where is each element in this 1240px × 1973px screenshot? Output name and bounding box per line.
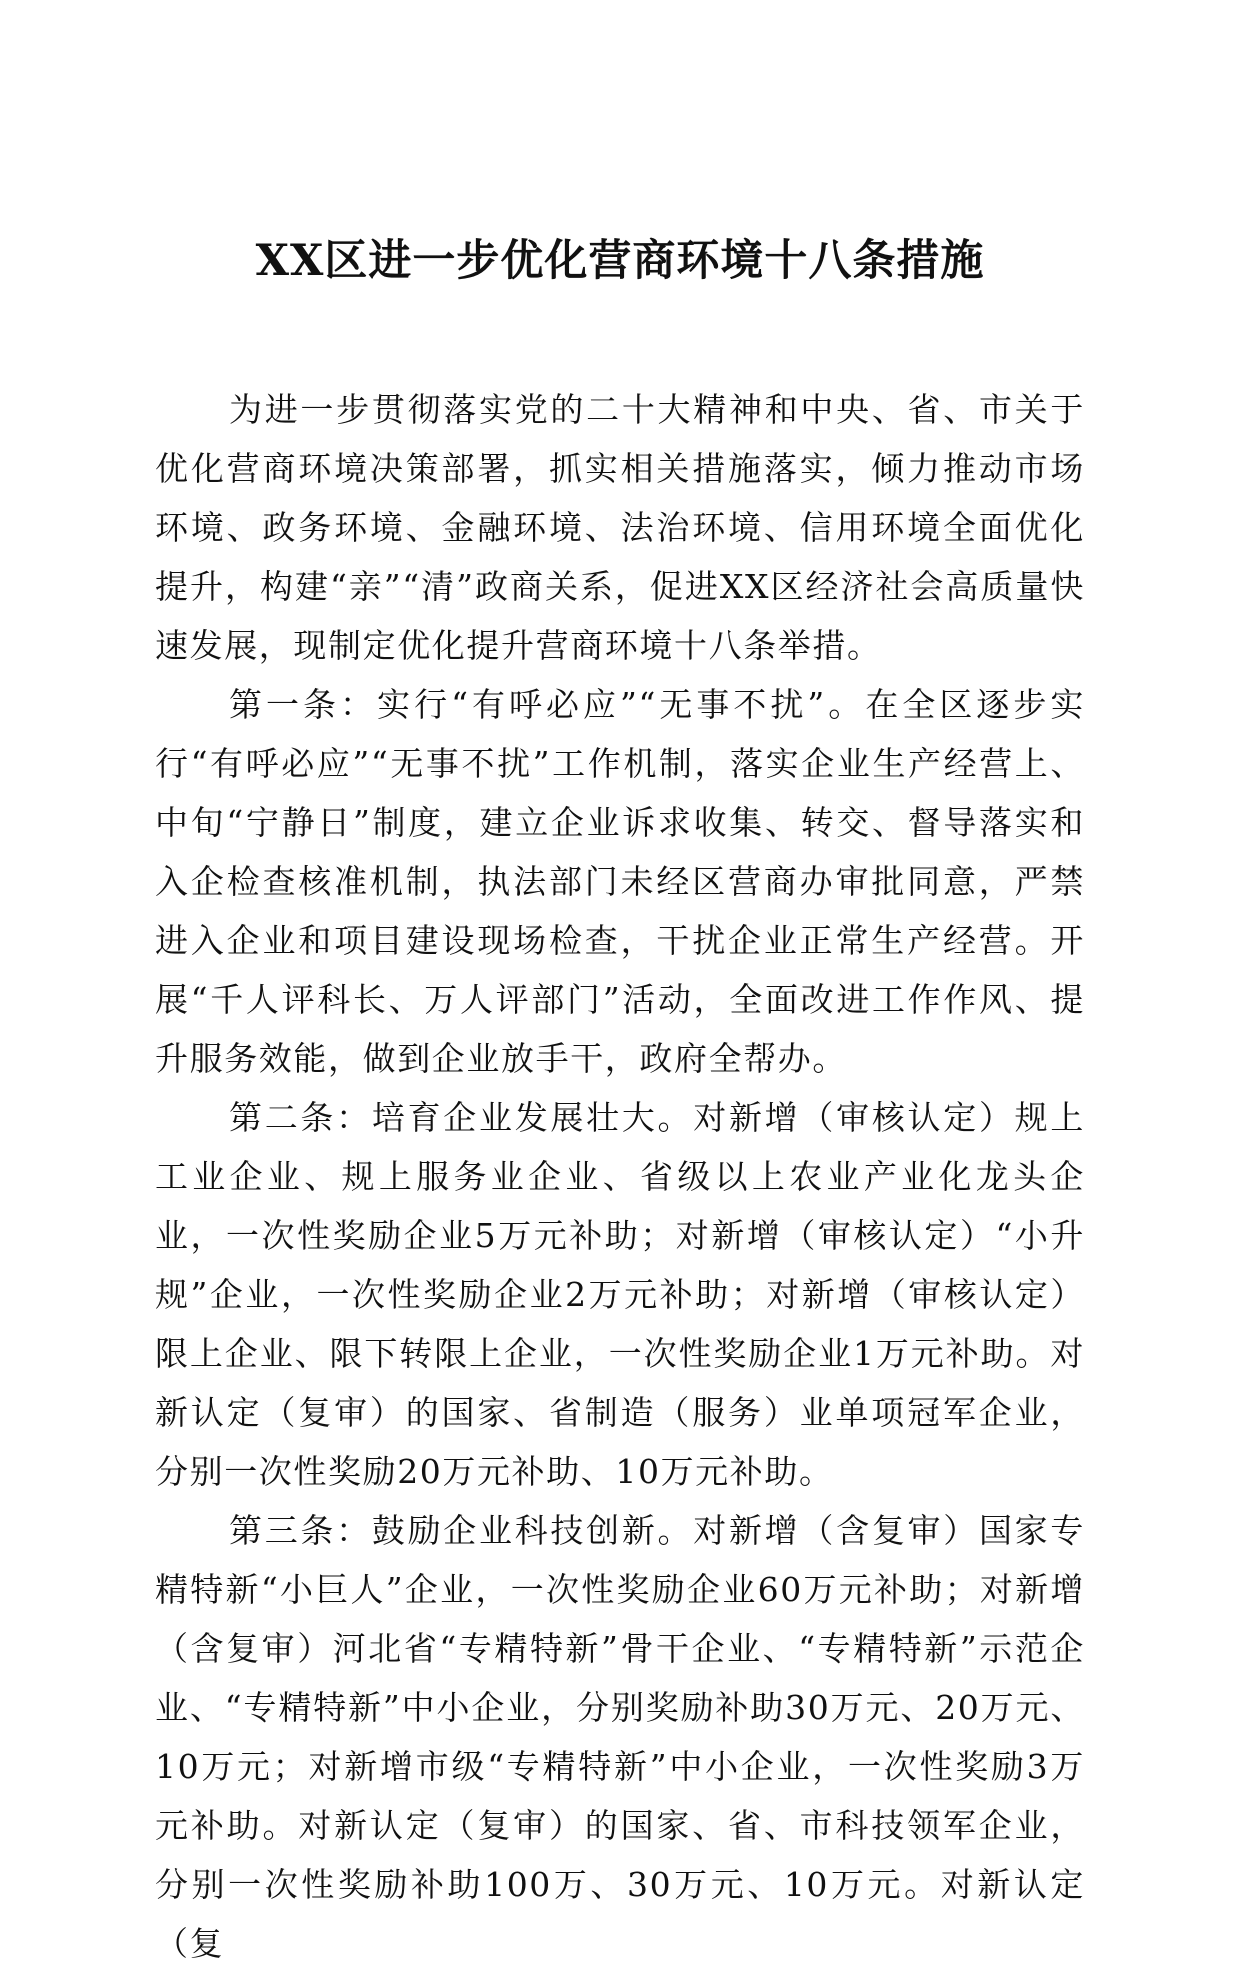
document-body bbox=[155, 380, 1085, 1973]
article-1-text: ：实行“有呼必应”“无事不扰”。在全区逐步实行“有呼必应”“无事不扰”工作机制，落实企业生产经营上、中旬“宁静日”制度，建立企业诉求收集、转交、督导落实和入企检查核准机制，执法部门未经区营商办审批同意，严禁进入企业和项目建设现场检查，干扰企业正常生产经营。开展“千人评科长、万人评部门”活动，全面改进工作作风、提升服务效能，做到企业放手干，政府全帮办。 bbox=[155, 685, 1085, 1078]
document-title: XX区进一步优化营商环境十八条措施 bbox=[255, 236, 985, 286]
article-3-paragraph bbox=[155, 1501, 1085, 1973]
article-1-heading: 第一条 bbox=[229, 685, 341, 724]
article-1-paragraph bbox=[155, 675, 1085, 1088]
article-3-heading: 第三条 bbox=[229, 1511, 337, 1550]
article-2-text: ：培育企业发展壮大。对新增（审核认定）规上工业企业、规上服务业企业、省级以上农业产业化龙头企业，一次性奖励企业5万元补助；对新增（审核认定）“小升规”企业，一次性奖励企业2万元补助；对新增（审核认定）限上企业、限下转限上企业，一次性奖励企业1万元补助。对新认定（复审）的国家、省制造（服务）业单项冠军企业，分别一次性奖励20万元补助、10万元补助。 bbox=[155, 1098, 1085, 1491]
intro-paragraph: 为进一步贯彻落实党的二十大精神和中央、省、市关于优化营商环境决策部署，抓实相关措施落实，倾力推动市场环境、政务环境、金融环境、法治环境、信用环境全面优化提升，构建“亲”“清”政商关系，促进XX区经济社会高质量快速发展，现制定优化提升营商环境十八条举措。 bbox=[155, 390, 1085, 665]
article-2-paragraph bbox=[155, 1088, 1085, 1501]
article-2-heading: 第二条 bbox=[229, 1098, 337, 1137]
article-3-text: ：鼓励企业科技创新。对新增（含复审）国家专精特新“小巨人”企业，一次性奖励企业60万元补助；对新增（含复审）河北省“专精特新”骨干企业、“专精特新”示范企业、“专精特新”中小企业，分别奖励补助30万元、20万元、10万元；对新增市级“专精特新”中小企业，一次性奖励3万元补助。对新认定（复审）的国家、省、市科技领军企业，分别一次性奖励补助100万、30万元、10万元。对新认定（复 bbox=[155, 1511, 1085, 1963]
